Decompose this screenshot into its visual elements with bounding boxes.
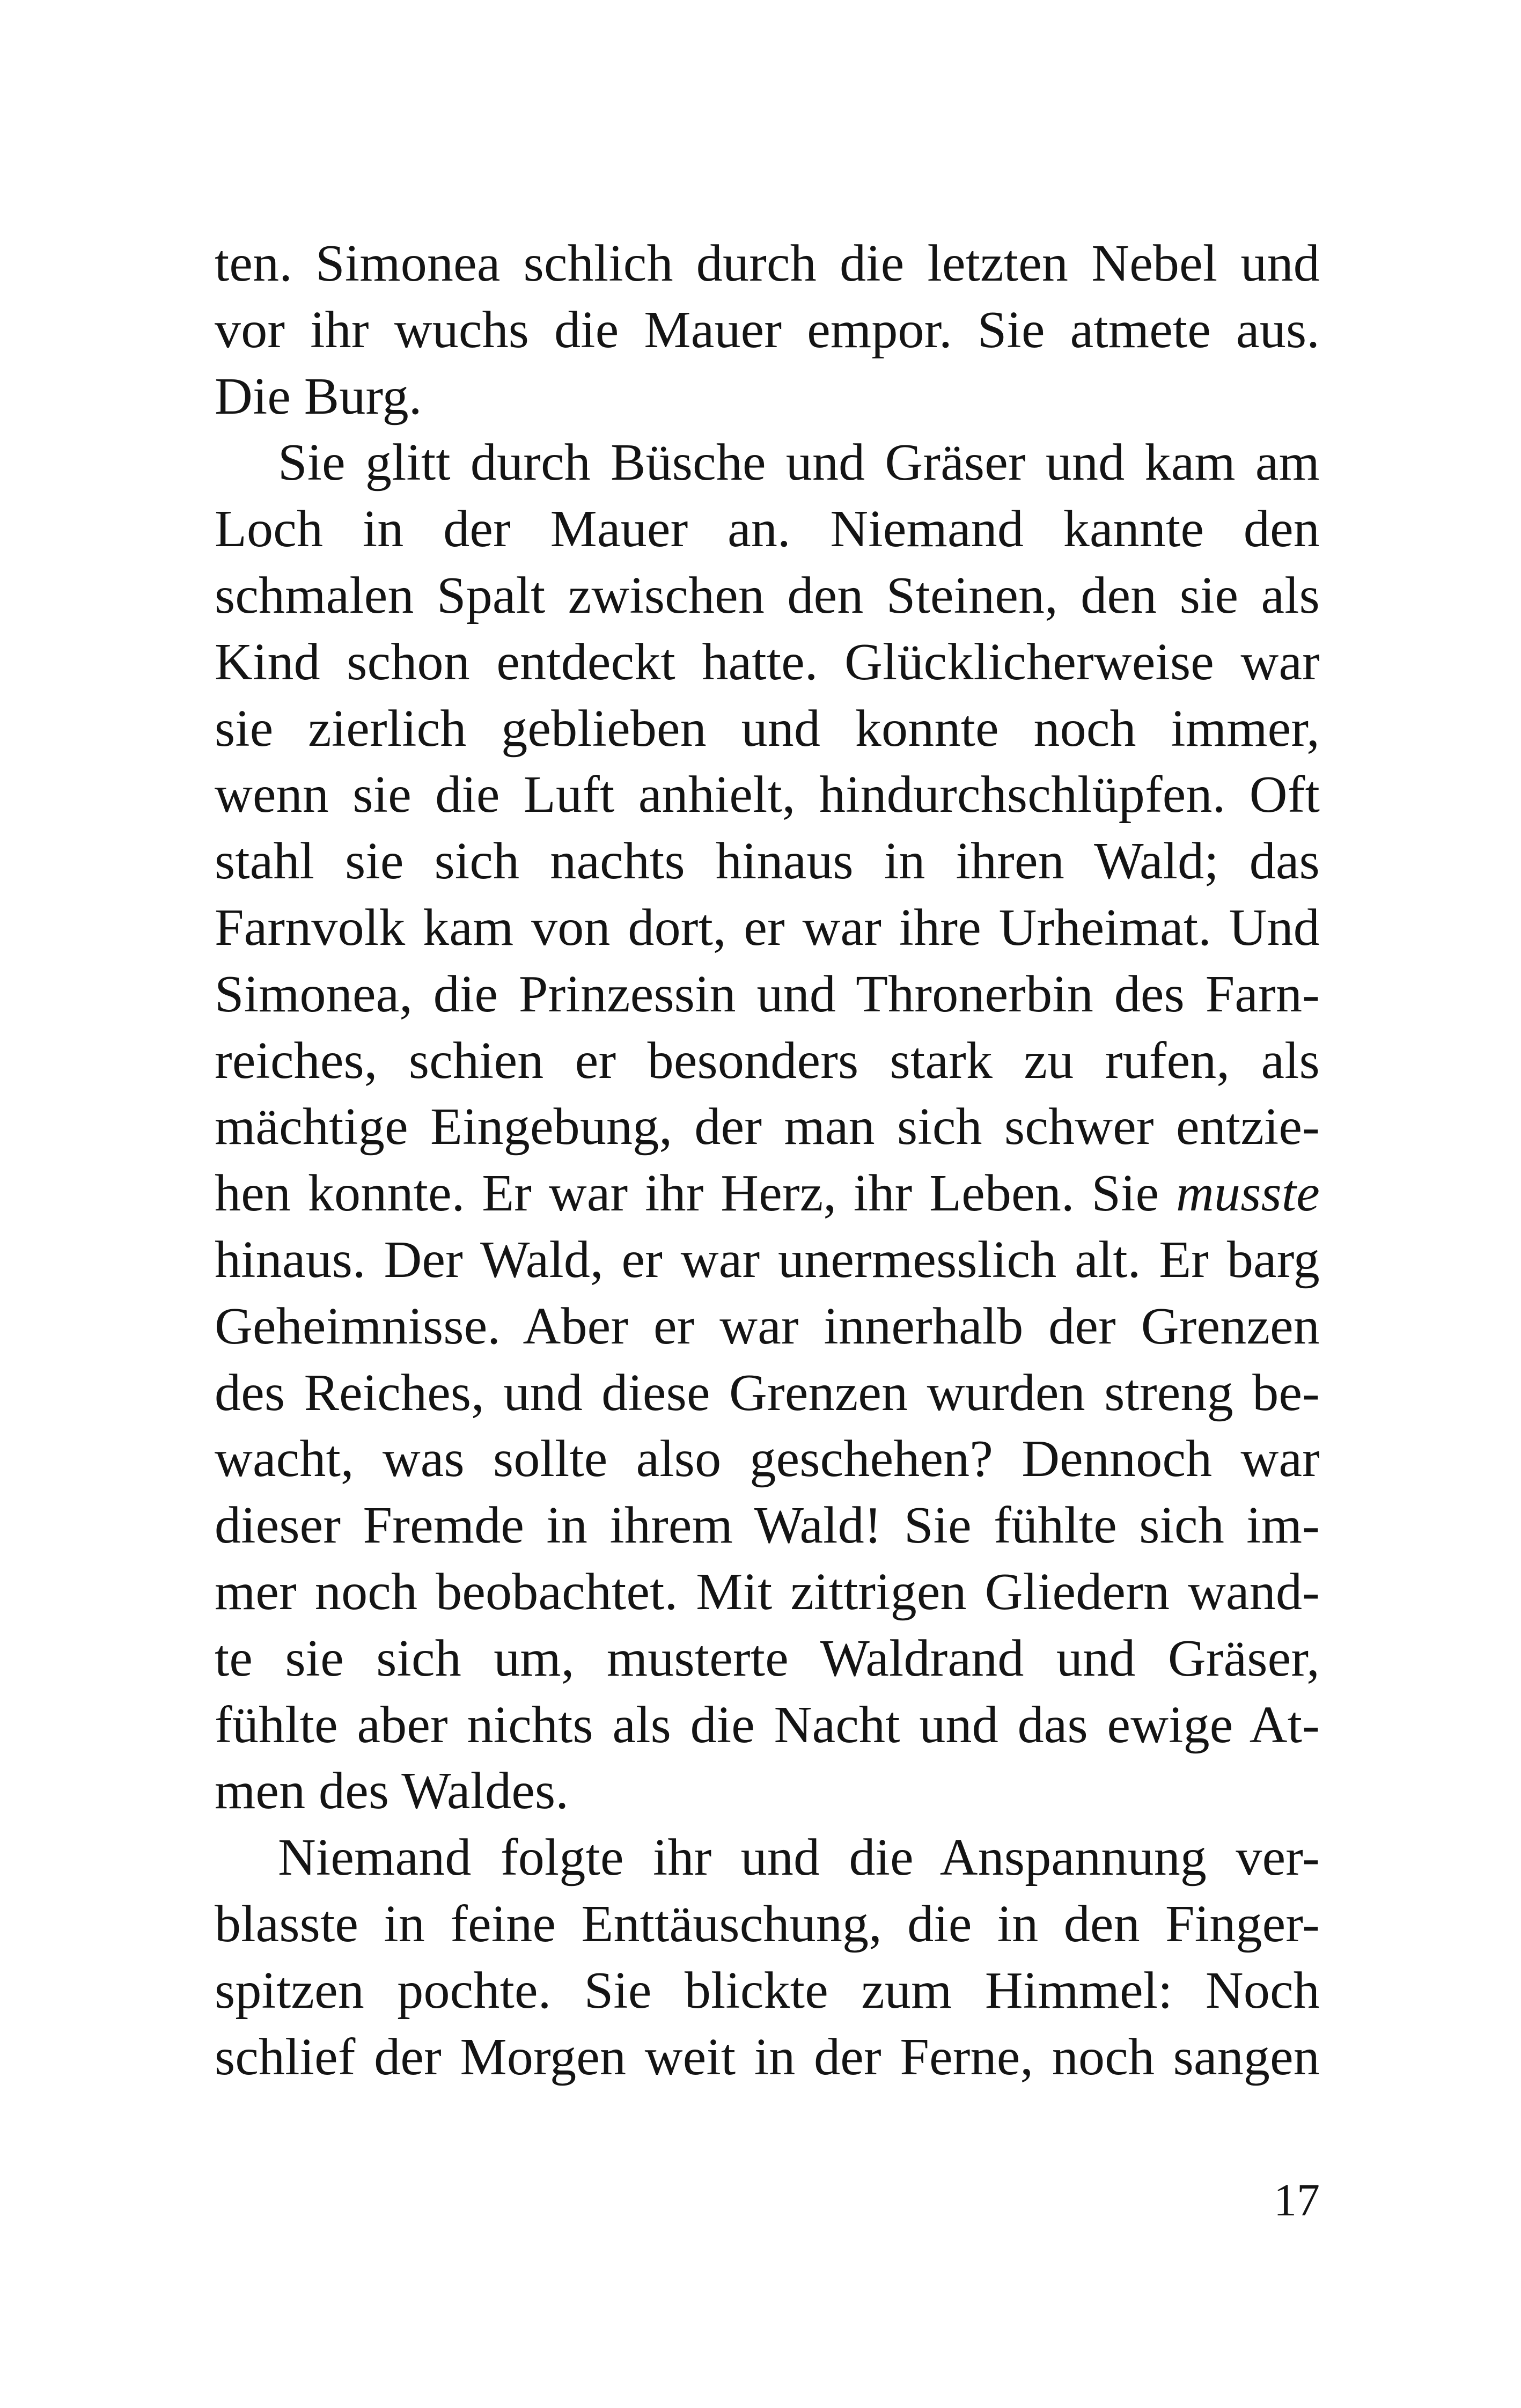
paragraph-2: [215, 430, 1320, 1825]
text-line: vor ihr wuchs die Mauer empor. Sie atmete aus.: [215, 300, 1320, 359]
text-line: Sie glitt durch Büsche und Gräser und kam am: [278, 434, 1320, 492]
text-line: schlief der Morgen weit in der Ferne, noch sangen: [215, 2028, 1320, 2086]
text-line: wenn sie die Luft anhielt, hindurchschlüpfen. Oft: [215, 766, 1320, 824]
text-line: hinaus. Der Wald, er war unermesslich alt. Er barg: [215, 1230, 1320, 1289]
text-line: Kind schon entdeckt hatte. Glücklicherweise war: [215, 633, 1320, 691]
text-line: sie zierlich geblieben und konnte noch immer,: [215, 699, 1320, 758]
paragraph-3: [215, 1825, 1320, 2090]
text-line: mer noch beobachtet. Mit zittrigen Gliedern wand-: [215, 1562, 1320, 1621]
text-line: te sie sich um, musterte Waldrand und Gräser,: [215, 1629, 1320, 1687]
text-line: wacht, was sollte also geschehen? Dennoch war: [215, 1430, 1320, 1488]
text-line: fühlte aber nichts als die Nacht und das ewige At-: [215, 1695, 1320, 1754]
book-page-text: [215, 231, 1320, 2090]
text-line: des Reiches, und diese Grenzen wurden streng be-: [215, 1363, 1320, 1422]
text-line: men des Waldes.: [215, 1762, 569, 1820]
text-line: Farnvolk kam von dort, er war ihre Urheimat. Und: [215, 898, 1320, 957]
text-line: Simonea, die Prinzessin und Thronerbin des Farn-: [215, 965, 1320, 1023]
text-line: schmalen Spalt zwischen den Steinen, den sie als: [215, 566, 1320, 625]
text-line: Niemand folgte ihr und die Anspannung ver-: [278, 1829, 1320, 1887]
text-line: ten. Simonea schlich durch die letzten Nebel und: [215, 234, 1320, 292]
line-text: hen konnte. Er war ihr Herz, ihr Leben. Sie: [215, 1164, 1177, 1223]
text-line: dieser Fremde in ihrem Wald! Sie fühlte sich im-: [215, 1496, 1320, 1555]
page-number: 17: [1274, 2174, 1320, 2226]
text-line: stahl sie sich nachts hinaus in ihren Wald; das: [215, 832, 1320, 891]
text-line: blasste in feine Enttäuschung, die in den Finger-: [215, 1895, 1320, 1953]
emphasized-word: musste: [1176, 1164, 1320, 1223]
text-line-with-emphasis: [215, 1161, 1320, 1227]
text-line: Loch in der Mauer an. Niemand kannte den: [215, 500, 1320, 559]
text-line: Die Burg.: [215, 367, 422, 425]
text-line: reiches, schien er besonders stark zu rufen, als: [215, 1031, 1320, 1090]
text-line: spitzen pochte. Sie blickte zum Himmel: Noch: [215, 1961, 1320, 2020]
paragraph-1: [215, 231, 1320, 430]
text-line: Geheimnisse. Aber er war innerhalb der Grenzen: [215, 1297, 1320, 1355]
text-line: mächtige Eingebung, der man sich schwer entzie-: [215, 1098, 1320, 1156]
